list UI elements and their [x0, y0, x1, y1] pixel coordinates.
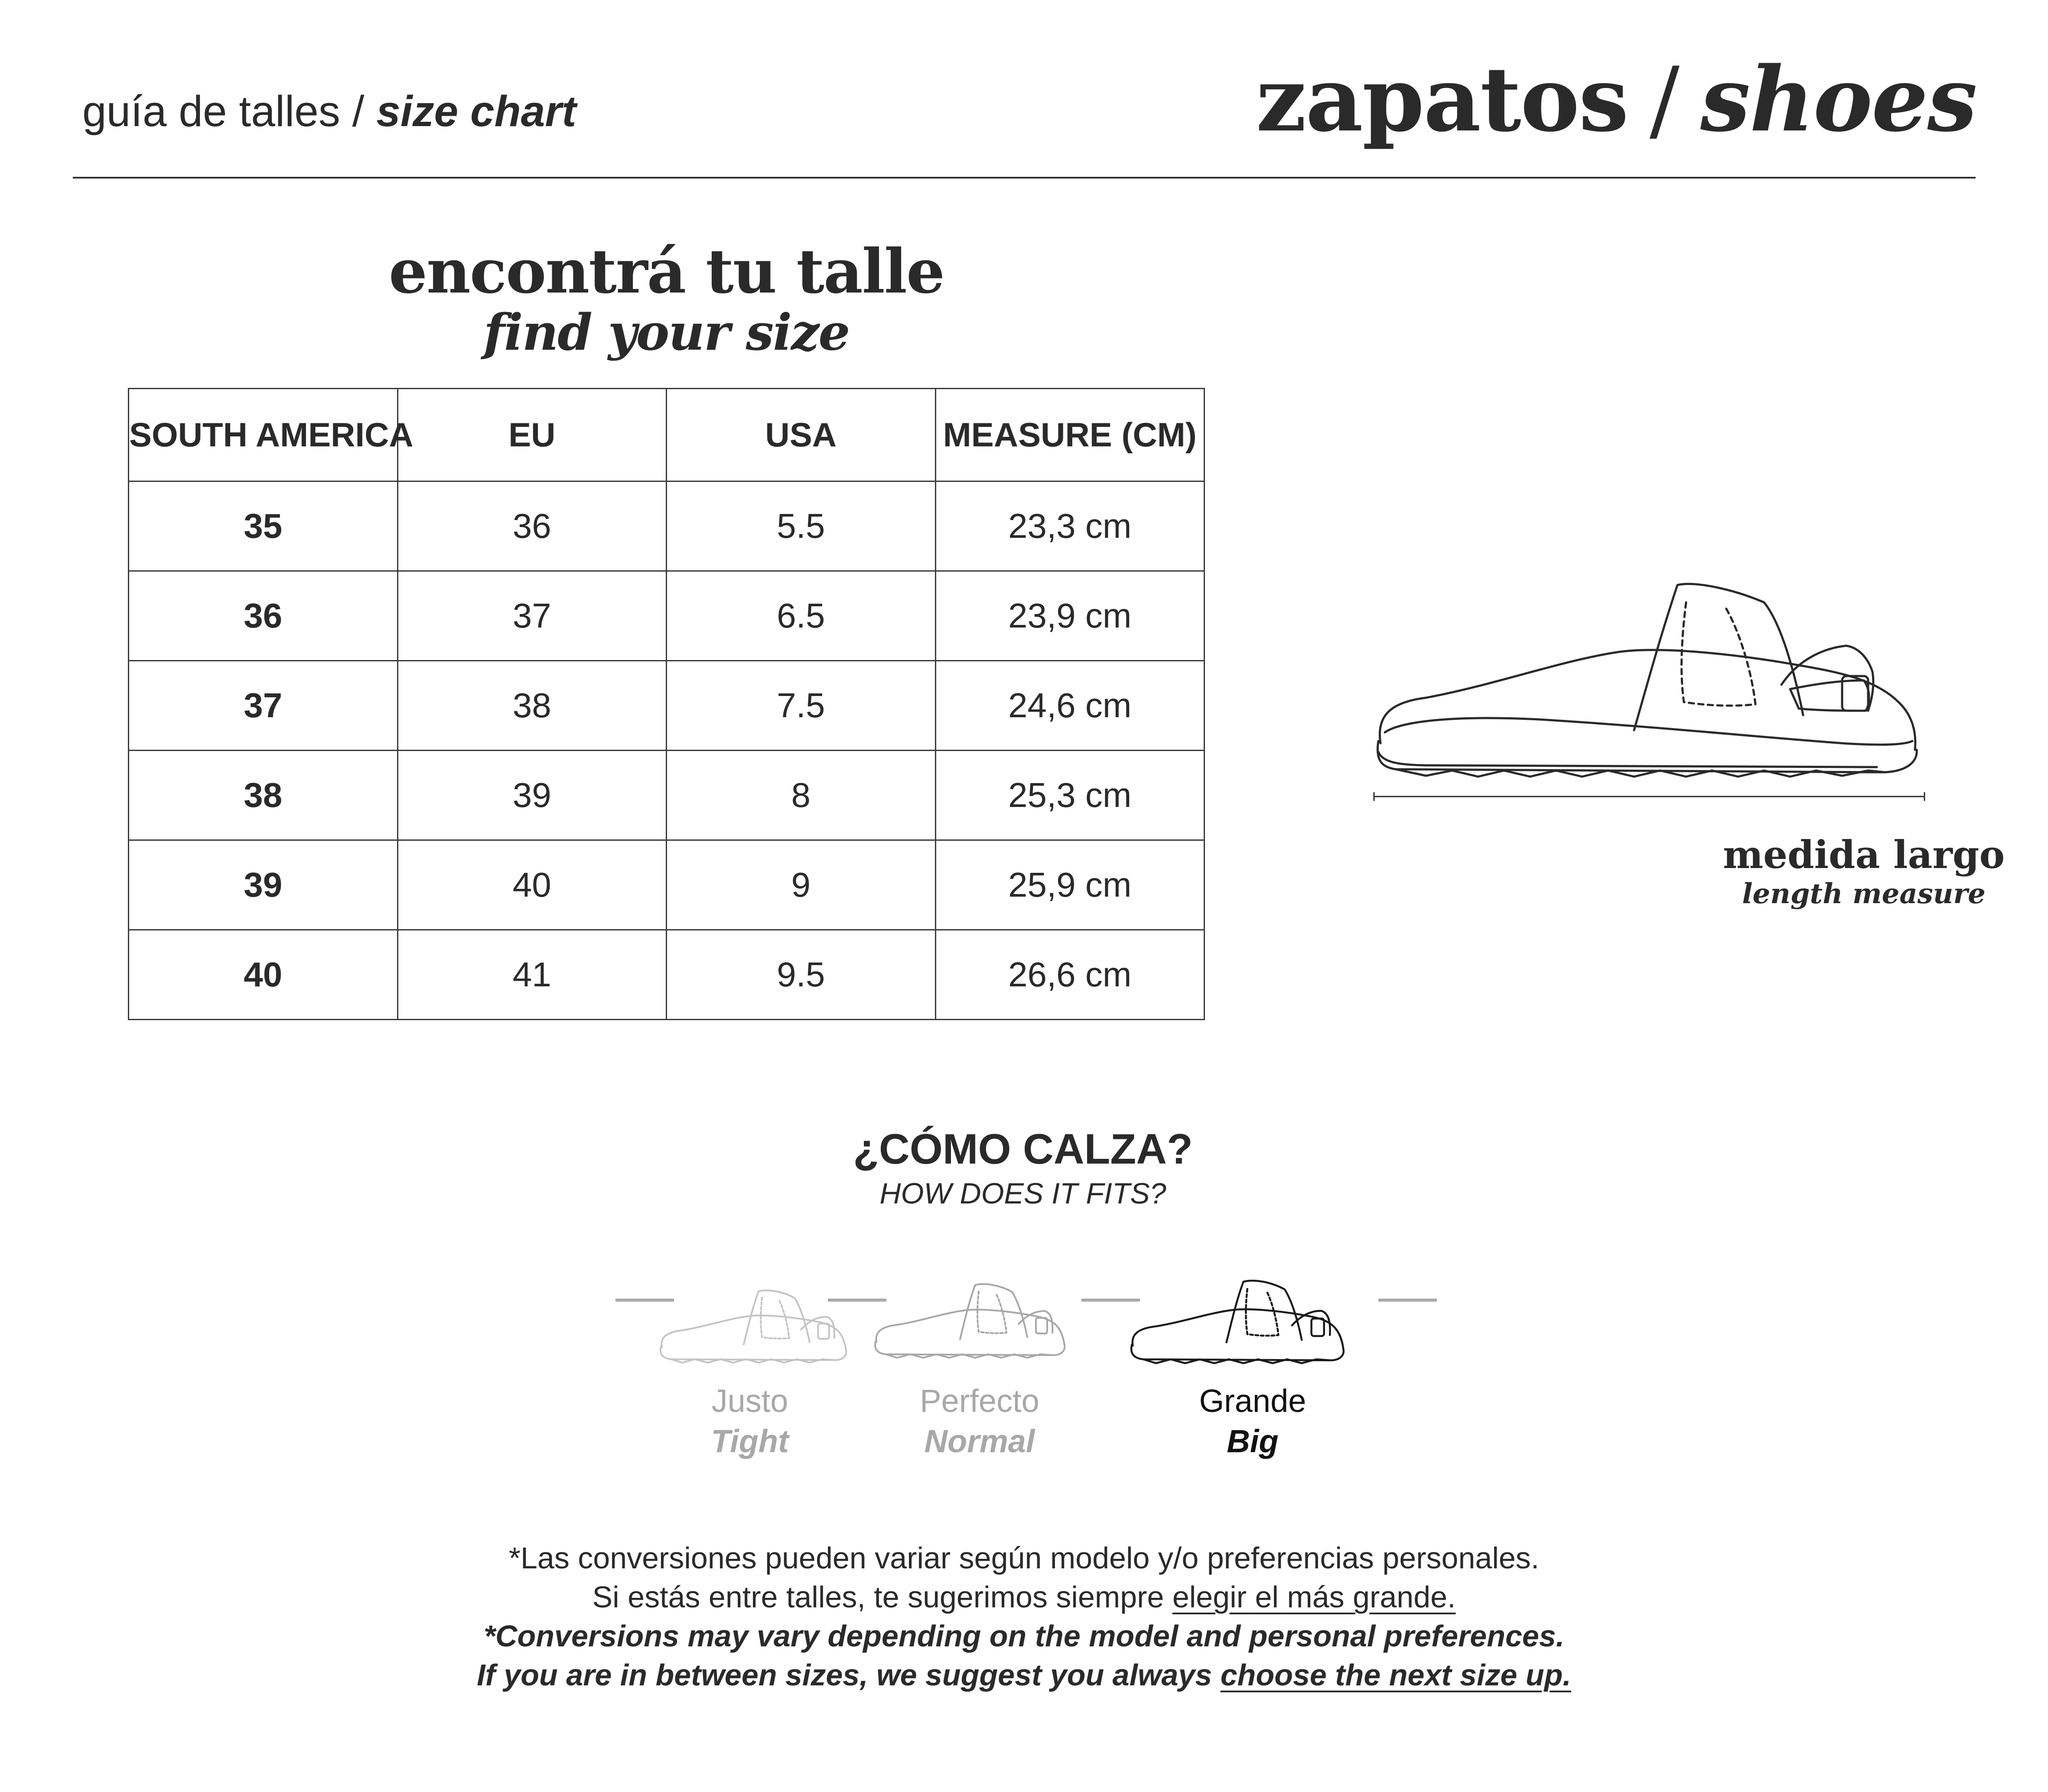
column-header: MEASURE (CM) — [935, 389, 1205, 481]
fit-option-es: Grande — [1199, 1383, 1306, 1419]
cell-south-america: 36 — [129, 571, 398, 661]
cell-eu: 37 — [397, 571, 667, 661]
cell-eu: 41 — [397, 930, 667, 1020]
fit-option-en: Tight — [711, 1423, 789, 1459]
note-es-line1: *Las conversiones pueden variar según modelo y/o preferencias personales. — [508, 1541, 1540, 1575]
table-row — [129, 481, 1205, 571]
note-en-emphasis: choose the next size up. — [1220, 1658, 1571, 1692]
cell-eu: 40 — [397, 840, 667, 930]
cell-usa: 6.5 — [667, 571, 936, 661]
column-header: USA — [667, 389, 936, 481]
length-measure-label: medida largo — [1722, 832, 2005, 877]
fit-option-en: Big — [1227, 1423, 1279, 1459]
cell-measure: 24,6 cm — [935, 661, 1205, 751]
note-es-line2 — [0, 1580, 2048, 1614]
table-row — [129, 571, 1205, 661]
size-guide-es: guía de talles / — [82, 87, 365, 136]
cell-eu: 38 — [397, 661, 667, 751]
note-en-text: If you are in between sizes, we suggest you always — [477, 1658, 1221, 1692]
size-table — [128, 388, 1205, 1020]
cell-measure: 25,9 cm — [935, 840, 1205, 930]
fit-option-en: Normal — [924, 1423, 1035, 1459]
cell-south-america: 40 — [129, 930, 398, 1020]
cell-usa: 5.5 — [667, 481, 936, 571]
length-measure-sublabel: length measure — [1742, 878, 1986, 910]
cell-south-america: 38 — [129, 751, 398, 840]
fit-option-es: Perfecto — [920, 1383, 1039, 1419]
cell-measure: 23,3 cm — [935, 481, 1205, 571]
column-header: EU — [397, 389, 667, 481]
size-guide-en: size chart — [376, 87, 576, 136]
cell-measure: 25,3 cm — [935, 751, 1205, 840]
sandal-big-icon — [1131, 1281, 1344, 1363]
cell-south-america: 37 — [129, 661, 398, 751]
note-es-text: Si estás entre talles, te sugerimos siempre — [592, 1580, 1172, 1614]
fit-option-normal — [871, 1382, 1088, 1460]
table-title: encontrá tu talle — [388, 236, 944, 307]
column-header: SOUTH AMERICA — [129, 389, 398, 481]
table-row — [129, 930, 1205, 1020]
fit-title: ¿CÓMO CALZA? — [853, 1125, 1193, 1173]
cell-usa: 9.5 — [667, 930, 936, 1020]
category-en: shoes — [1700, 48, 1976, 152]
cell-usa: 7.5 — [667, 661, 936, 751]
fit-option-es: Justo — [711, 1383, 788, 1419]
cell-usa: 8 — [667, 751, 936, 840]
fit-subtitle: HOW DOES IT FITS? — [879, 1177, 1166, 1210]
note-en-line2 — [0, 1658, 2048, 1692]
table-row — [129, 751, 1205, 840]
note-en-line1: *Conversions may vary depending on the model and personal preferences. — [483, 1619, 1565, 1653]
category-es: zapatos — [1256, 48, 1628, 152]
sandal-tight-icon — [661, 1291, 847, 1363]
fit-scale-illustration — [615, 1265, 1439, 1378]
fit-option-big — [1144, 1382, 1361, 1460]
cell-measure: 23,9 cm — [935, 571, 1205, 661]
cell-south-america: 35 — [129, 481, 398, 571]
category-title — [1256, 48, 1976, 152]
table-row — [129, 661, 1205, 751]
sandal-normal-icon — [875, 1284, 1065, 1358]
sandal-length-illustration — [1365, 572, 1929, 815]
table-header-row — [129, 389, 1205, 481]
table-subtitle: find your size — [483, 303, 850, 362]
size-guide-heading — [82, 87, 576, 137]
cell-south-america: 39 — [129, 840, 398, 930]
cell-eu: 39 — [397, 751, 667, 840]
cell-measure: 26,6 cm — [935, 930, 1205, 1020]
table-row — [129, 840, 1205, 930]
cell-eu: 36 — [397, 481, 667, 571]
fit-option-tight — [641, 1382, 858, 1460]
cell-usa: 9 — [667, 840, 936, 930]
header-divider — [73, 177, 1976, 179]
category-separator: / — [1649, 49, 1679, 152]
note-es-emphasis: elegir el más grande. — [1172, 1580, 1456, 1614]
